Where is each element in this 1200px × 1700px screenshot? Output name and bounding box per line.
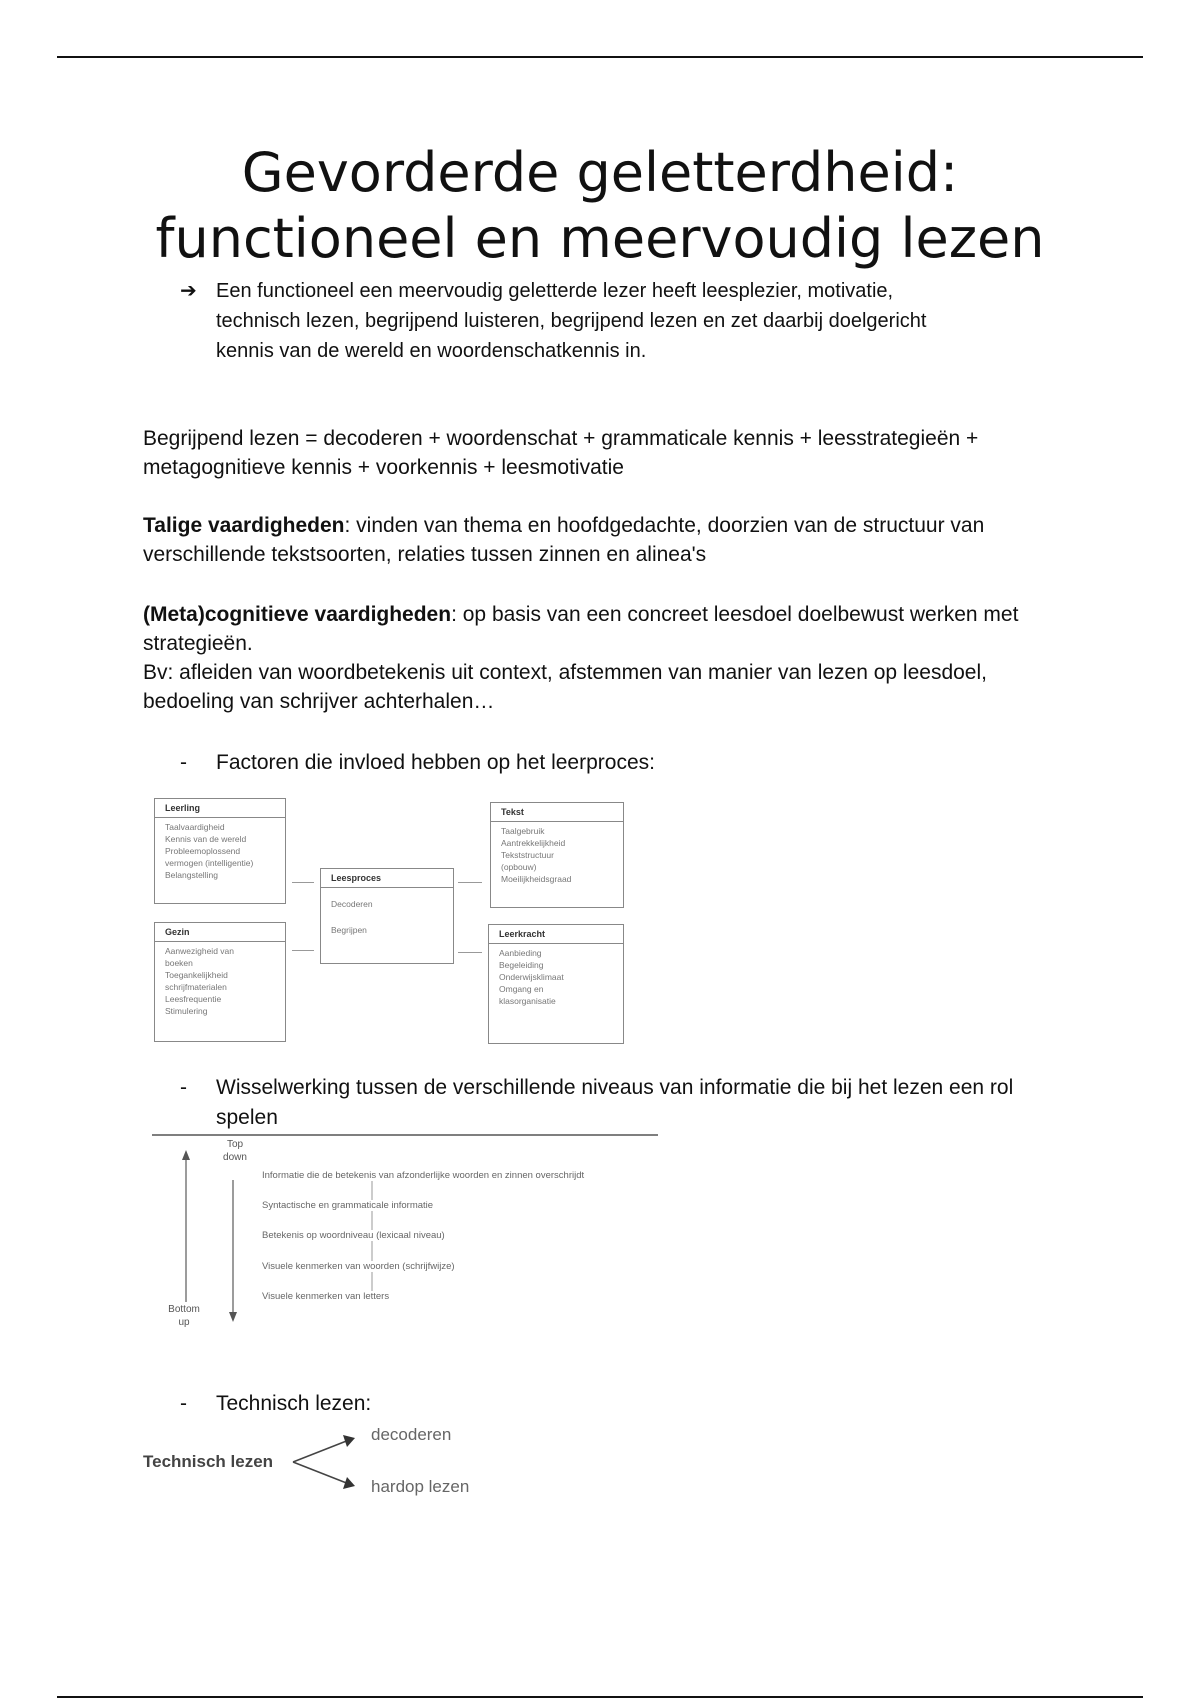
connector-line (292, 950, 314, 951)
up-arrowhead-icon (182, 1150, 190, 1160)
item: klasorganisatie (499, 996, 556, 1006)
box-gezin (154, 922, 286, 1042)
item: schrijfmaterialen (165, 982, 227, 992)
intro-line-3: kennis van de wereld en woordenschatkennis in. (216, 340, 647, 362)
meta-paragraph (143, 600, 1073, 716)
down-arrowhead-icon (229, 1312, 237, 1322)
formula-line-2: metagognitieve kennis + voorkennis + leesmotivatie (143, 456, 624, 479)
connector-line (458, 882, 482, 883)
meta-text-4: bedoeling van schrijver achterhalen… (143, 690, 495, 713)
formula-line-1: Begrijpend lezen = decoderen + woordenschat + grammaticale kennis + leesstrategieën + (143, 427, 979, 450)
item: Aanbieding (499, 948, 542, 958)
box-leerling (154, 798, 286, 904)
talig-text-2: verschillende tekstsoorten, relaties tussen zinnen en alinea's (143, 543, 707, 566)
talig-term: Talige vaardigheden (143, 514, 345, 537)
bottom-rule (57, 1696, 1143, 1698)
item: Probleemoplossend (165, 846, 241, 856)
bullet-factoren-text: Factoren die invloed hebben op het leerproces: (216, 751, 655, 774)
branch-line-down (293, 1462, 349, 1484)
levels-diagram (150, 1132, 660, 1332)
item: boeken (165, 958, 193, 968)
box-leerling-title: Leerling (155, 799, 285, 818)
connector-line (292, 882, 314, 883)
item: vermogen (intelligentie) (165, 858, 254, 868)
box-leesproces-items (321, 891, 453, 943)
bullet-wisselwerking-line-2: spelen (216, 1106, 278, 1129)
bottom-up-label (162, 1303, 206, 1329)
box-leerling-items (155, 821, 285, 881)
top-rule (57, 56, 1143, 58)
box-tekst (490, 802, 624, 908)
item: Moeilijkheidsgraad (501, 874, 572, 884)
item: Decoderen (331, 899, 373, 909)
level-5: Visuele kenmerken van letters (262, 1291, 390, 1302)
box-leesproces (320, 868, 454, 964)
factors-diagram (150, 790, 630, 1050)
box-gezin-items (155, 945, 285, 1017)
level-3: Betekenis op woordniveau (lexicaal niveau) (262, 1230, 445, 1241)
box-leesproces-title: Leesproces (321, 869, 453, 888)
level-2: Syntactische en grammaticale informatie (262, 1200, 434, 1211)
item: Belangstelling (165, 870, 218, 880)
formula-paragraph (143, 424, 1073, 482)
top-label-2: down (223, 1152, 247, 1163)
title-line-2: functioneel en meervoudig lezen (155, 207, 1045, 270)
talig-paragraph (143, 511, 1073, 569)
level-4: Visuele kenmerken van woorden (schrijfwijze) (262, 1261, 455, 1272)
dash-marker: - (180, 1076, 187, 1099)
box-leerkracht-items (489, 947, 623, 1007)
bullet-wisselwerking (180, 1073, 1080, 1133)
bullet-technisch-text: Technisch lezen: (216, 1392, 372, 1415)
arrow-right-icon: ➔ (180, 280, 197, 302)
dash-marker: - (180, 1392, 187, 1415)
box-gezin-title: Gezin (155, 923, 285, 942)
item: Aantrekkelijkheid (501, 838, 566, 848)
connector-line (458, 952, 482, 953)
technisch-root: Technisch lezen (143, 1452, 274, 1471)
box-tekst-title: Tekst (491, 803, 623, 822)
meta-term: (Meta)cognitieve vaardigheden (143, 603, 452, 626)
meta-text-3: Bv: afleiden van woordbetekenis uit context, afstemmen van manier van lezen op leesdoel, (143, 661, 987, 684)
meta-text-2: strategieën. (143, 632, 253, 655)
technisch-branch-1: decoderen (371, 1425, 452, 1444)
dash-marker: - (180, 751, 187, 774)
technisch-branch-2: hardop lezen (371, 1477, 470, 1496)
item: Omgang en (499, 984, 544, 994)
technisch-diagram (143, 1422, 503, 1502)
level-1: Informatie die de betekenis van afzonderlijke woorden en zinnen overschrijdt (262, 1170, 585, 1181)
box-leerkracht (488, 924, 624, 1044)
bottom-label-2: up (178, 1317, 190, 1328)
bullet-wisselwerking-line-1: Wisselwerking tussen de verschillende niveaus van informatie die bij het lezen een rol (216, 1076, 1014, 1099)
branch-line-up (293, 1440, 349, 1462)
item: Leesfrequentie (165, 994, 222, 1004)
talig-text-1: : vinden van thema en hoofdgedachte, doorzien van de structuur van (344, 514, 985, 537)
bullet-technisch (180, 1389, 1080, 1419)
page-title (0, 140, 1200, 272)
intro-line-1: Een functioneel een meervoudig geletterde lezer heeft leesplezier, motivatie, (216, 280, 894, 302)
bullet-factoren (180, 748, 1080, 778)
item: Onderwijsklimaat (499, 972, 564, 982)
intro-line-2: technisch lezen, begrijpend luisteren, begrijpend lezen en zet daarbij doelgericht (216, 310, 927, 332)
top-down-label (220, 1138, 250, 1164)
item: Toegankelijkheid (165, 970, 228, 980)
top-label-1: Top (226, 1139, 244, 1150)
item: (opbouw) (501, 862, 537, 872)
item: Kennis van de wereld (165, 834, 247, 844)
item: Stimulering (165, 1006, 208, 1016)
item: Begrijpen (331, 925, 367, 935)
item: Begeleiding (499, 960, 544, 970)
item: Taalgebruik (501, 826, 545, 836)
item: Taalvaardigheid (165, 822, 225, 832)
item: Aanwezigheid van (165, 946, 234, 956)
box-tekst-items (491, 825, 623, 885)
box-leerkracht-title: Leerkracht (489, 925, 623, 944)
meta-text-1: : op basis van een concreet leesdoel doelbewust werken met (451, 603, 1019, 626)
item: Tekststructuur (501, 850, 554, 860)
title-line-1: Gevorderde geletterdheid: (241, 141, 959, 204)
bottom-label-1: Bottom (168, 1304, 200, 1315)
intro-item (180, 276, 1030, 366)
